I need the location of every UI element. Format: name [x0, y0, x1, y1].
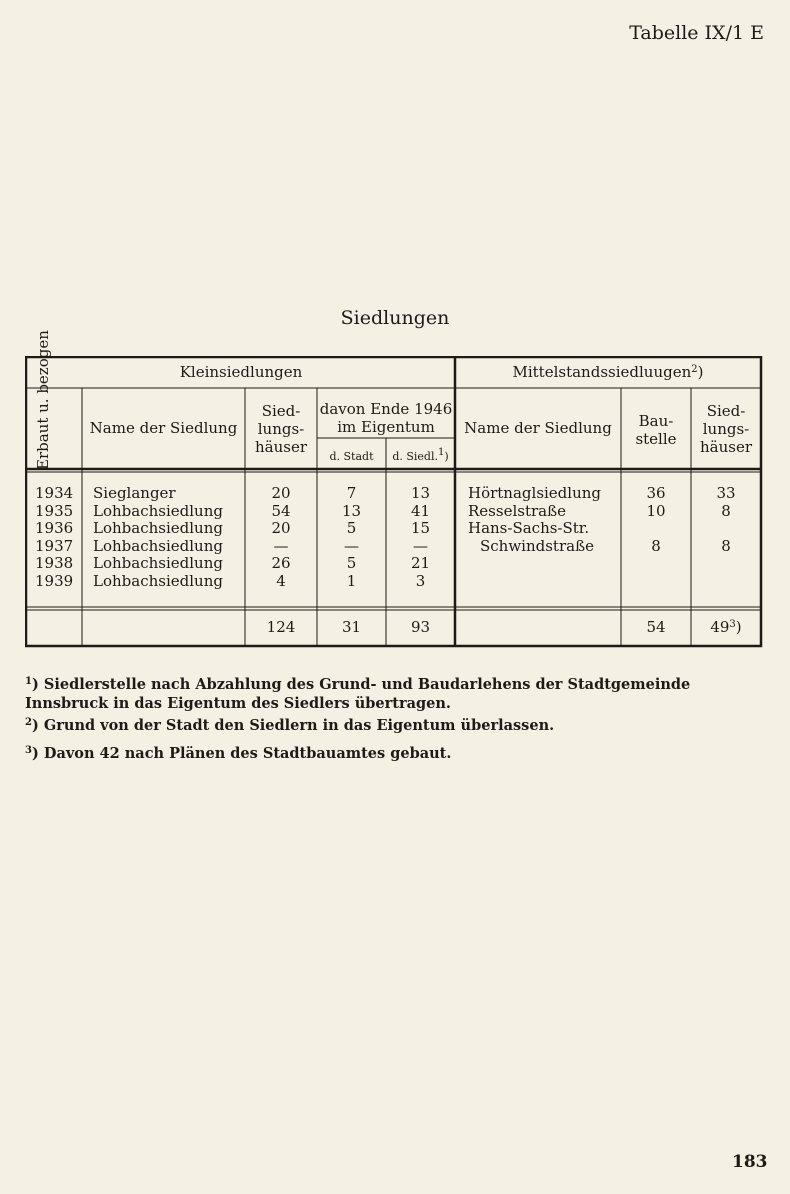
row-year: 1934 [35, 484, 74, 502]
row-siedl: 15 [410, 519, 431, 537]
row-stadt: — [344, 537, 359, 555]
header-bau-line2: stelle [635, 430, 677, 448]
row-m-haeuser: 8 [721, 537, 731, 555]
row-name: Lohbachsiedlung [93, 554, 223, 572]
header-m-haeuser-line3: häuser [699, 438, 752, 456]
footnote-mark: 2 [25, 717, 32, 728]
footnote-text: ) Davon 42 nach Plänen des Stadtbauamtes gebaut. [31, 745, 452, 762]
row-year: 1935 [35, 502, 74, 520]
total-m-haeuser-footnote-mark: 3 [729, 619, 736, 630]
row-name: Lohbachsiedlung [93, 537, 223, 555]
row-name: Lohbachsiedlung [93, 572, 223, 590]
header-davon-line2: im Eigentum [337, 418, 435, 436]
row-baustelle: 10 [646, 502, 666, 520]
header-davon-ende-1946 [317, 400, 455, 436]
row-m-name: Hörtnaglsiedlung [468, 484, 602, 502]
total-m-haeuser-value: 49 [710, 618, 730, 636]
row-m-name: Resselstraße [468, 502, 566, 520]
header-kleinsiedlungen: Kleinsiedlungen [179, 363, 303, 381]
header-d-siedl-footnote-mark: 1 [437, 447, 445, 458]
table-id: Tabelle IX/1 E [629, 22, 764, 44]
siedlungen-table [25, 330, 763, 648]
total-haeuser: 124 [266, 618, 296, 636]
row-name: Lohbachsiedlung [93, 502, 223, 520]
header-mittel-label: Mittelstandssiedluugen [512, 363, 692, 381]
row-siedl: 3 [415, 572, 426, 590]
total-stadt: 31 [341, 618, 362, 636]
row-year: 1937 [35, 537, 74, 555]
row-year: 1939 [35, 572, 74, 590]
header-mittelstandssiedlungen: Mittelstandssiedluugen$^2$) [512, 363, 704, 381]
header-d-stadt: d. Stadt [329, 450, 374, 463]
row-stadt: 1 [346, 572, 357, 590]
total-siedl: 93 [410, 618, 431, 636]
total-m-haeuser [691, 619, 761, 637]
row-siedl: 41 [410, 502, 431, 520]
row-haeuser: 26 [271, 554, 291, 572]
footnote-2 [25, 716, 770, 735]
footnote-1 [25, 675, 770, 713]
footnote-mark: 1 [25, 676, 32, 687]
row-baustelle: 8 [651, 537, 661, 555]
header-d-siedl: d. Siedl.$^1$) [392, 447, 449, 463]
footnote-mark: 3 [25, 745, 32, 756]
footnote-text: ) Siedlerstelle nach Abzahlung des Grund- und Baudarlehens der Stadtgemeinde Innsbruck in das Eigentum des Siedlers übertragen. [25, 676, 691, 712]
row-haeuser: 20 [271, 519, 291, 537]
row-haeuser: 54 [271, 502, 291, 520]
row-stadt: 7 [346, 484, 357, 502]
header-siedlungshaeuser [245, 402, 317, 456]
header-d-siedl-label: d. Siedl. [392, 450, 438, 463]
row-year: 1936 [35, 519, 74, 537]
page-title: Siedlungen [340, 307, 450, 329]
header-haeuser-line3: häuser [254, 438, 307, 456]
header-baustelle [621, 412, 691, 448]
header-m-haeuser-line1: Sied- [706, 402, 746, 420]
row-haeuser: — [273, 537, 289, 555]
row-siedl: 13 [410, 484, 431, 502]
header-m-siedlungshaeuser [691, 402, 761, 456]
row-name: Lohbachsiedlung [93, 519, 223, 537]
header-haeuser-line1: Sied- [261, 402, 301, 420]
row-siedl: — [413, 537, 428, 555]
header-davon-line1: davon Ende 1946 [319, 400, 453, 418]
header-haeuser-line2: lungs- [257, 420, 305, 438]
header-m-haeuser-line2: lungs- [702, 420, 750, 438]
row-haeuser: 20 [271, 484, 291, 502]
header-m-name-der-siedlung: Name der Siedlung [464, 419, 612, 437]
footnote-3 [25, 744, 770, 763]
header-name-der-siedlung: Name der Siedlung [89, 419, 238, 437]
page-number: 183 [732, 1152, 768, 1172]
total-baustelle: 54 [646, 618, 666, 636]
total-m-haeuser-suffix: ) [735, 618, 742, 636]
row-m-haeuser: 8 [721, 502, 731, 520]
row-m-name: Hans-Sachs-Str. [468, 519, 590, 537]
row-m-name: Schwindstraße [480, 537, 594, 555]
row-haeuser: 4 [276, 572, 286, 590]
header-erbaut-bezogen: Erbaut u. bezogen [34, 330, 52, 470]
row-m-haeuser: 33 [716, 484, 736, 502]
footnote-text: ) Grund von der Stadt den Siedlern in das Eigentum überlassen. [31, 717, 555, 734]
header-bau-line1: Bau- [638, 412, 674, 430]
row-baustelle: 36 [646, 484, 666, 502]
row-stadt: 5 [346, 554, 357, 572]
row-year: 1938 [35, 554, 74, 572]
row-stadt: 5 [346, 519, 357, 537]
row-siedl: 21 [410, 554, 431, 572]
row-name: Sieglanger [93, 484, 176, 502]
row-stadt: 13 [341, 502, 362, 520]
header-mittel-footnote-mark: 2 [691, 364, 698, 375]
